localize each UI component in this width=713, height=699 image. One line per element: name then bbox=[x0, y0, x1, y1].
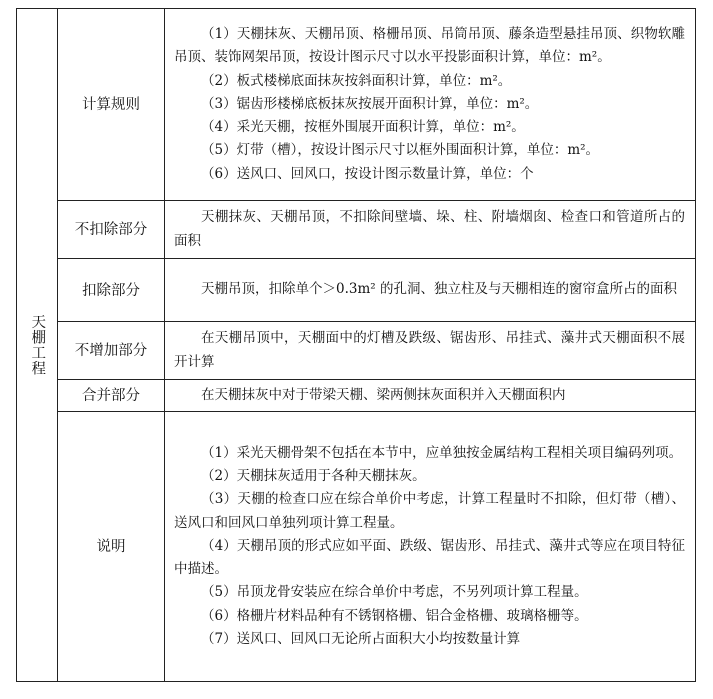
row-label: 说明 bbox=[96, 539, 126, 556]
content-paragraph: （4）天棚吊顶的形式应如平面、跌级、锯齿形、吊挂式、藻井式等应在项目特征中描述。 bbox=[174, 537, 685, 578]
table-row-deducted bbox=[17, 259, 696, 322]
content-paragraph: （5）灯带（槽），按设计图示尺寸以框外围面积计算，单位：m²。 bbox=[201, 142, 600, 159]
row-label-cell bbox=[58, 412, 165, 682]
row-label: 不扣除部分 bbox=[74, 222, 148, 239]
row-label-cell bbox=[58, 201, 165, 259]
content-paragraph: 在天棚吊顶中，天棚面中的灯槽及跌级、锯齿形、吊挂式、藻井式天棚面积不展开计算 bbox=[174, 330, 685, 370]
row-content-cell bbox=[165, 412, 696, 682]
row-content-cell bbox=[165, 259, 696, 322]
ceiling-works-table bbox=[16, 8, 696, 682]
content-paragraph: （6）格栅片材料品种有不锈钢格栅、铝合金格栅、玻璃格栅等。 bbox=[201, 607, 588, 624]
content-paragraph: （1）采光天棚骨架不包括在本节中，应单独按金属结构工程相关项目编码列项。 bbox=[201, 445, 683, 462]
row-content-cell bbox=[165, 9, 696, 201]
content-paragraph: 天棚吊顶，扣除单个＞0.3m² 的孔洞、独立柱及与天棚相连的窗帘盒所占的面积 bbox=[201, 281, 677, 298]
content-paragraph: 天棚抹灰、天棚吊顶，不扣除间壁墙、垛、柱、附墙烟囱、检查口和管道所占的面积 bbox=[174, 209, 685, 249]
table-row-not-deducted bbox=[17, 201, 696, 259]
content-paragraph: （5）吊顶龙骨安装应在综合单价中考虑，不另列项计算工程量。 bbox=[201, 584, 588, 601]
table-row-notes bbox=[17, 412, 696, 682]
row-label-cell bbox=[58, 9, 165, 201]
content-paragraph: （1）天棚抹灰、天棚吊顶、格栅吊顶、吊筒吊顶、藤条造型悬挂吊顶、织物软雕吊顶、装饰网架吊顶，按设计图示尺寸以水平投影面积计算，单位：m²。 bbox=[174, 26, 685, 66]
table-row-calculation-rules bbox=[17, 9, 696, 201]
table-row-not-added bbox=[17, 322, 696, 380]
category-cell bbox=[17, 9, 58, 682]
row-label: 扣除部分 bbox=[82, 282, 140, 299]
content-paragraph: 在天棚抹灰中对于带梁天棚、梁两侧抹灰面积并入天棚面积内 bbox=[201, 386, 566, 403]
content-paragraph: （2）天棚抹灰适用于各种天棚抹灰。 bbox=[201, 468, 426, 485]
row-label-cell bbox=[58, 259, 165, 322]
content-paragraph: （3）锯齿形楼梯底板抹灰按展开面积计算，单位：m²。 bbox=[201, 95, 539, 112]
row-label-cell bbox=[58, 380, 165, 412]
content-paragraph: （6）送风口、回风口，按设计图示数量计算，单位：个 bbox=[201, 165, 534, 182]
content-paragraph: （4）采光天棚，按框外围展开面积计算，单位：m²。 bbox=[201, 119, 525, 136]
content-paragraph: （2）板式楼梯底面抹灰按斜面积计算，单位：m²。 bbox=[201, 72, 512, 89]
content-paragraph: （7）送风口、回风口无论所占面积大小均按数量计算 bbox=[201, 630, 521, 647]
row-content-cell bbox=[165, 322, 696, 380]
row-content-cell bbox=[165, 380, 696, 412]
row-label: 合并部分 bbox=[82, 388, 140, 405]
category-label: 天棚工程 bbox=[29, 314, 46, 376]
row-label: 计算规则 bbox=[82, 97, 140, 114]
row-content-cell bbox=[165, 201, 696, 259]
table-row-merged bbox=[17, 380, 696, 412]
content-paragraph: （3）天棚的检查口应在综合单价中考虑，计算工程量时不扣除，但灯带（槽）、送风口和回风口单独列项计算工程量。 bbox=[174, 491, 685, 531]
row-label: 不增加部分 bbox=[74, 343, 148, 360]
row-label-cell bbox=[58, 322, 165, 380]
